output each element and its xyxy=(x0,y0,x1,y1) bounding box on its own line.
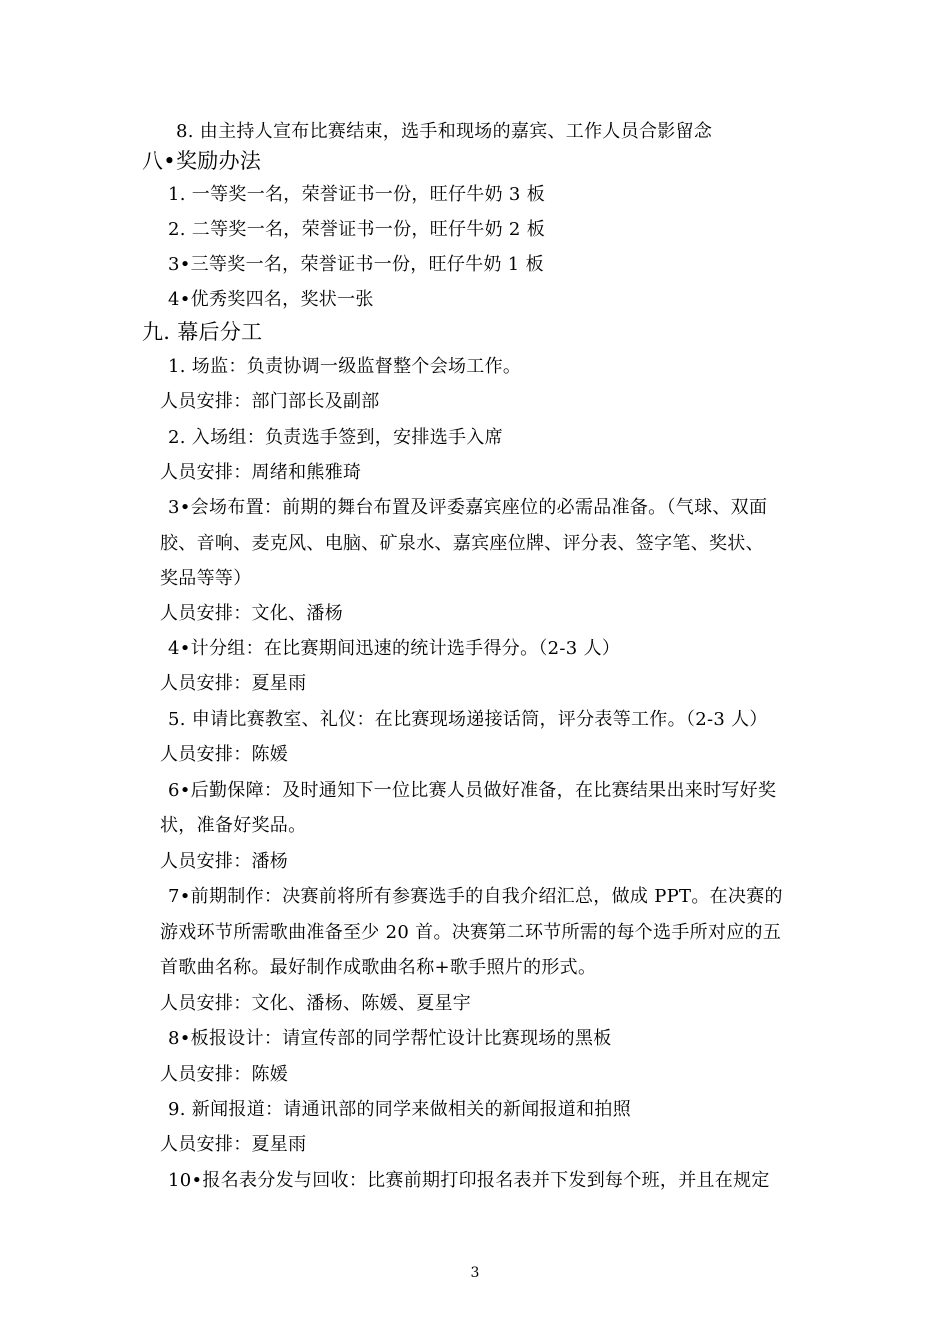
staff-assignment-9: 人员安排：夏星雨 xyxy=(160,1134,307,1155)
page-number: 3 xyxy=(470,1265,480,1281)
staff-assignment-2: 人员安排：周绪和熊雅琦 xyxy=(160,462,362,483)
staff-item-10: 10•报名表分发与回收：比赛前期打印报名表并下发到每个班，并且在规定 xyxy=(168,1170,770,1191)
staff-assignment-1: 人员安排：部门部长及副部 xyxy=(160,391,380,412)
staff-item-5: 5. 申请比赛教室、礼仪：在比赛现场递接话筒，评分表等工作。（2-3 人） xyxy=(168,709,768,730)
staff-item-7: 7•前期制作：决赛前将所有参赛选手的自我介绍汇总，做成 PPT。在决赛的 xyxy=(168,886,783,907)
staff-item-3-cont-1: 胶、音响、麦克风、电脑、矿泉水、嘉宾座位牌、评分表、签字笔、奖状、 xyxy=(160,533,764,554)
staff-item-8: 8•板报设计：请宣传部的同学帮忙设计比赛现场的黑板 xyxy=(168,1028,612,1049)
staff-assignment-4: 人员安排：夏星雨 xyxy=(160,673,307,694)
reward-item-1: 1. 一等奖一名，荣誉证书一份，旺仔牛奶 3 板 xyxy=(168,184,545,205)
staff-assignment-5: 人员安排：陈媛 xyxy=(160,744,289,765)
staff-item-2: 2. 入场组：负责选手签到，安排选手入席 xyxy=(168,427,503,448)
staff-assignment-6: 人员安排：潘杨 xyxy=(160,851,289,872)
section-heading-staff: 九. 幕后分工 xyxy=(142,320,263,344)
staff-assignment-8: 人员安排：陈媛 xyxy=(160,1064,289,1085)
staff-assignment-7: 人员安排：文化、潘杨、陈媛、夏星宇 xyxy=(160,993,472,1014)
staff-item-6: 6•后勤保障：及时通知下一位比赛人员做好准备，在比赛结果出来时写好奖 xyxy=(168,780,777,801)
staff-item-1: 1. 场监：负责协调一级监督整个会场工作。 xyxy=(168,356,522,377)
staff-item-6-cont: 状，准备好奖品。 xyxy=(160,815,307,836)
reward-item-4: 4•优秀奖四名，奖状一张 xyxy=(168,289,374,310)
reward-item-2: 2. 二等奖一名，荣誉证书一份，旺仔牛奶 2 板 xyxy=(168,219,545,240)
reward-item-3: 3•三等奖一名，荣誉证书一份，旺仔牛奶 1 板 xyxy=(168,254,544,275)
staff-item-7-cont-1: 游戏环节所需歌曲准备至少 20 首。决赛第二环节所需的每个选手所对应的五 xyxy=(160,922,782,943)
staff-assignment-3: 人员安排：文化、潘杨 xyxy=(160,603,343,624)
staff-item-4: 4•计分组：在比赛期间迅速的统计选手得分。（2-3 人） xyxy=(168,638,621,659)
section-heading-rewards: 八•奖励办法 xyxy=(142,149,262,173)
staff-item-3-cont-2: 奖品等等） xyxy=(160,568,252,589)
staff-item-9: 9. 新闻报道：请通讯部的同学来做相关的新闻报道和拍照 xyxy=(168,1099,631,1120)
staff-item-3: 3•会场布置：前期的舞台布置及评委嘉宾座位的必需品准备。（气球、双面 xyxy=(168,497,768,518)
step-8-text: 8. 由主持人宣布比赛结束，选手和现场的嘉宾、工作人员合影留念 xyxy=(176,121,713,142)
staff-item-7-cont-2: 首歌曲名称。最好制作成歌曲名称+歌手照片的形式。 xyxy=(160,957,597,978)
